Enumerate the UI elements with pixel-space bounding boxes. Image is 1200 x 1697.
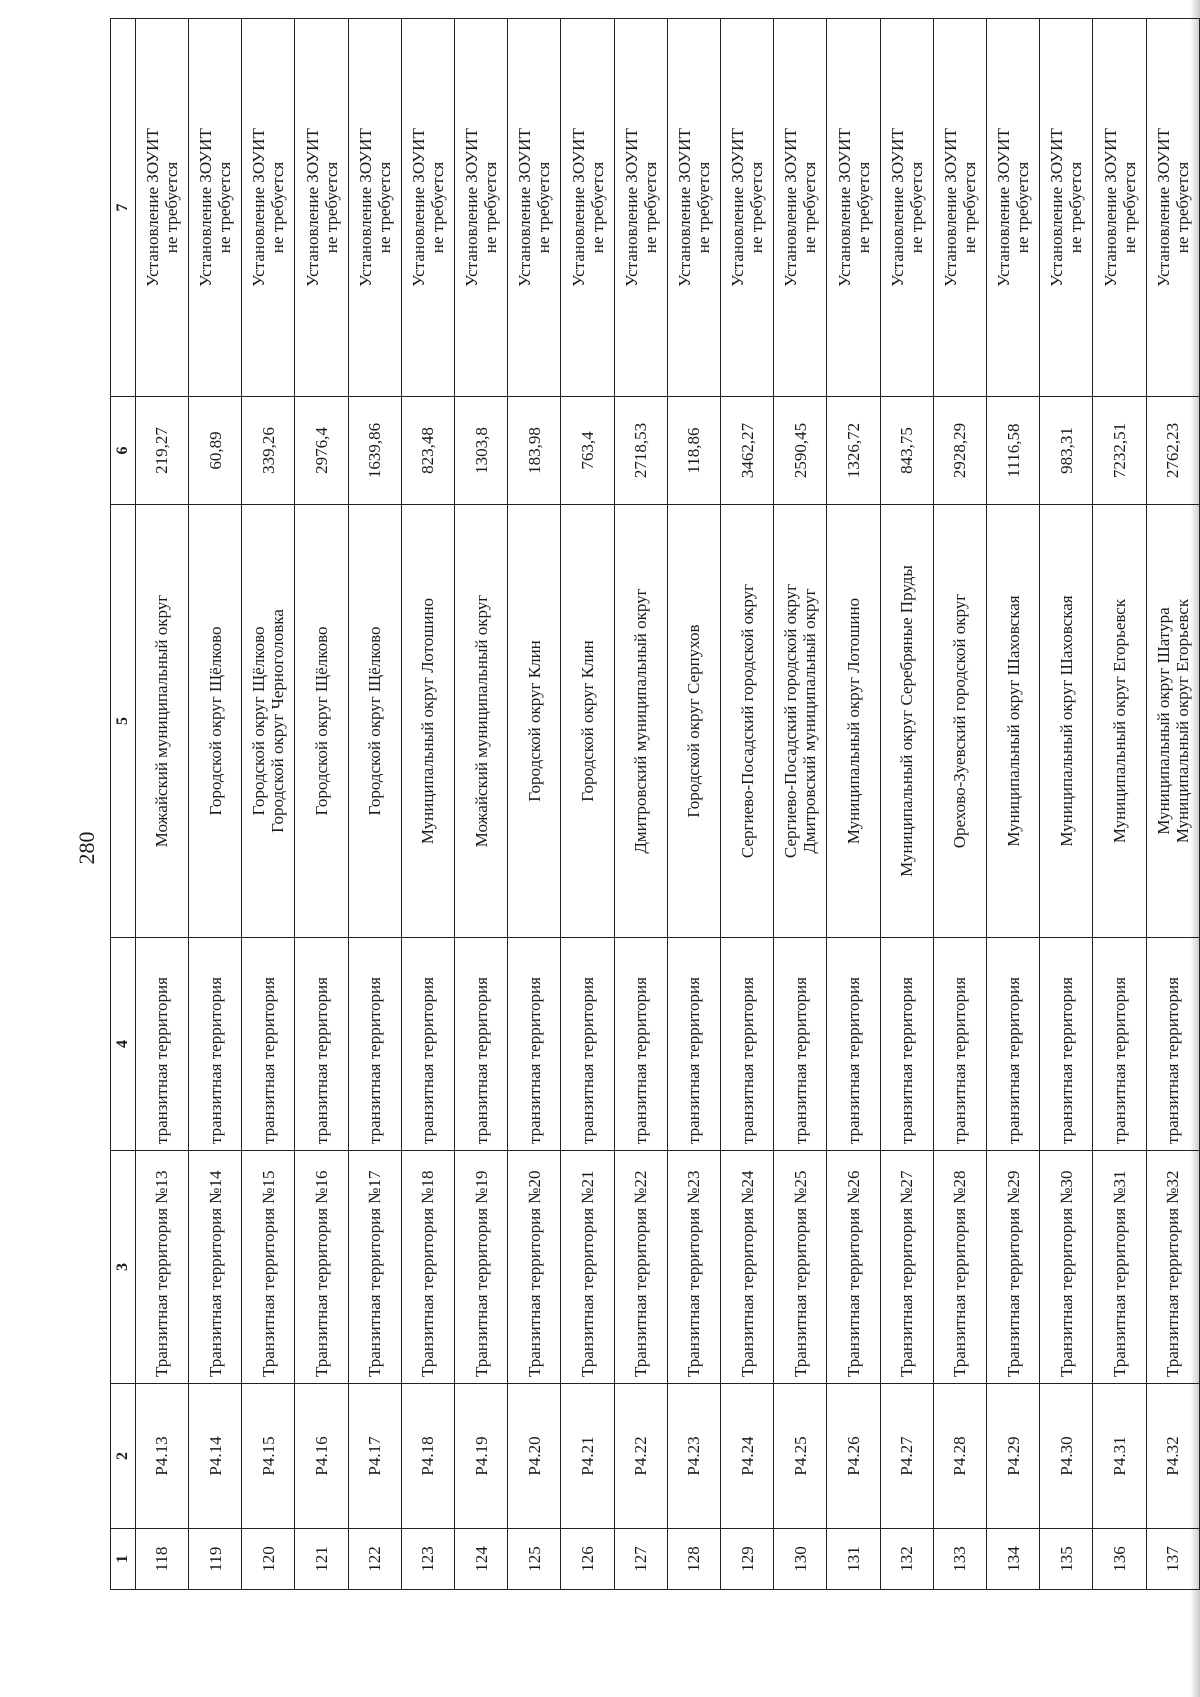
object-name: Транзитная территория №15 xyxy=(242,1151,295,1384)
area-value: 1116,58 xyxy=(987,397,1040,505)
row-number: 134 xyxy=(987,1529,1040,1590)
object-name: Транзитная территория №13 xyxy=(135,1151,188,1384)
object-name: Транзитная территория №19 xyxy=(455,1151,508,1384)
table-row xyxy=(508,19,561,1590)
zouit-status: Установление ЗОУИТ не требуется xyxy=(348,19,401,397)
zouit-status: Установление ЗОУИТ не требуется xyxy=(721,19,774,397)
row-number: 126 xyxy=(561,1529,614,1590)
municipality: Муниципальный округ Лотошино xyxy=(401,505,454,938)
object-type: транзитная территория xyxy=(1093,938,1146,1151)
municipality: Городской округ Щёлково xyxy=(189,505,242,938)
object-name: Транзитная территория №32 xyxy=(1146,1151,1199,1384)
municipality: Муниципальный округ Егорьевск xyxy=(1093,505,1146,938)
object-type: транзитная территория xyxy=(348,938,401,1151)
object-type: транзитная территория xyxy=(508,938,561,1151)
column-header: 6 xyxy=(111,397,136,505)
object-code: Р4.13 xyxy=(135,1384,188,1529)
zouit-status: Установление ЗОУИТ не требуется xyxy=(1146,19,1199,397)
object-type: транзитная территория xyxy=(401,938,454,1151)
municipality: Дмитровский муниципальный округ xyxy=(614,505,667,938)
table-row xyxy=(774,19,827,1590)
municipality: Муниципальный округ Серебряные Пруды xyxy=(880,505,933,938)
table-row xyxy=(1040,19,1093,1590)
column-header: 4 xyxy=(111,938,136,1151)
table-row xyxy=(455,19,508,1590)
object-type: транзитная территория xyxy=(827,938,880,1151)
area-value: 763,4 xyxy=(561,397,614,505)
object-code: Р4.16 xyxy=(295,1384,348,1529)
object-type: транзитная территория xyxy=(455,938,508,1151)
zouit-status: Установление ЗОУИТ не требуется xyxy=(401,19,454,397)
table-row xyxy=(667,19,720,1590)
object-code: Р4.25 xyxy=(774,1384,827,1529)
zouit-status: Установление ЗОУИТ не требуется xyxy=(1093,19,1146,397)
municipality: Муниципальный округ Шаховская xyxy=(1040,505,1093,938)
area-value: 7232,51 xyxy=(1093,397,1146,505)
area-value: 3462,27 xyxy=(721,397,774,505)
municipality: Городской округ Серпухов xyxy=(667,505,720,938)
zouit-status: Установление ЗОУИТ не требуется xyxy=(933,19,986,397)
table-row xyxy=(987,19,1040,1590)
table-row xyxy=(933,19,986,1590)
object-code: Р4.15 xyxy=(242,1384,295,1529)
municipality: Муниципальный округ Шатура Муниципальный округ Егорьевск xyxy=(1146,505,1199,938)
object-type: транзитная территория xyxy=(933,938,986,1151)
transit-territories-table xyxy=(110,18,1200,1590)
zouit-status: Установление ЗОУИТ не требуется xyxy=(987,19,1040,397)
object-type: транзитная территория xyxy=(721,938,774,1151)
object-type: транзитная территория xyxy=(561,938,614,1151)
area-value: 2762,23 xyxy=(1146,397,1199,505)
object-code: Р4.17 xyxy=(348,1384,401,1529)
row-number: 123 xyxy=(401,1529,454,1590)
municipality: Городской округ Щёлково Городской округ Черноголовка xyxy=(242,505,295,938)
object-type: транзитная территория xyxy=(1146,938,1199,1151)
object-type: транзитная территория xyxy=(242,938,295,1151)
zouit-status: Установление ЗОУИТ не требуется xyxy=(455,19,508,397)
table-row xyxy=(135,19,188,1590)
area-value: 2590,45 xyxy=(774,397,827,505)
object-name: Транзитная территория №25 xyxy=(774,1151,827,1384)
column-header: 2 xyxy=(111,1384,136,1529)
object-code: Р4.14 xyxy=(189,1384,242,1529)
zouit-status: Установление ЗОУИТ не требуется xyxy=(561,19,614,397)
object-code: Р4.18 xyxy=(401,1384,454,1529)
area-value: 983,31 xyxy=(1040,397,1093,505)
object-type: транзитная территория xyxy=(987,938,1040,1151)
municipality: Городской округ Клин xyxy=(561,505,614,938)
area-value: 843,75 xyxy=(880,397,933,505)
object-name: Транзитная территория №23 xyxy=(667,1151,720,1384)
zouit-status: Установление ЗОУИТ не требуется xyxy=(242,19,295,397)
row-number: 132 xyxy=(880,1529,933,1590)
municipality: Сергиево-Посадский городской округ xyxy=(721,505,774,938)
table-row xyxy=(242,19,295,1590)
table-row xyxy=(827,19,880,1590)
row-number: 135 xyxy=(1040,1529,1093,1590)
municipality: Городской округ Клин xyxy=(508,505,561,938)
column-header: 7 xyxy=(111,19,136,397)
row-number: 136 xyxy=(1093,1529,1146,1590)
column-header: 5 xyxy=(111,505,136,938)
municipality: Городской округ Щёлково xyxy=(295,505,348,938)
area-value: 183,98 xyxy=(508,397,561,505)
row-number: 125 xyxy=(508,1529,561,1590)
object-name: Транзитная территория №28 xyxy=(933,1151,986,1384)
table-row xyxy=(189,19,242,1590)
object-name: Транзитная территория №20 xyxy=(508,1151,561,1384)
area-value: 1639,86 xyxy=(348,397,401,505)
area-value: 1303,8 xyxy=(455,397,508,505)
area-value: 2928,29 xyxy=(933,397,986,505)
municipality: Муниципальный округ Лотошино xyxy=(827,505,880,938)
municipality: Можайский муниципальный округ xyxy=(455,505,508,938)
area-value: 823,48 xyxy=(401,397,454,505)
object-code: Р4.30 xyxy=(1040,1384,1093,1529)
municipality: Городской округ Щёлково xyxy=(348,505,401,938)
table-row xyxy=(561,19,614,1590)
row-number: 129 xyxy=(721,1529,774,1590)
area-value: 118,86 xyxy=(667,397,720,505)
object-code: Р4.23 xyxy=(667,1384,720,1529)
row-number: 121 xyxy=(295,1529,348,1590)
area-value: 1326,72 xyxy=(827,397,880,505)
object-type: транзитная территория xyxy=(614,938,667,1151)
page-number: 280 xyxy=(74,831,99,865)
row-number: 137 xyxy=(1146,1529,1199,1590)
zouit-status: Установление ЗОУИТ не требуется xyxy=(135,19,188,397)
row-number: 119 xyxy=(189,1529,242,1590)
object-code: Р4.28 xyxy=(933,1384,986,1529)
object-code: Р4.20 xyxy=(508,1384,561,1529)
area-value: 339,26 xyxy=(242,397,295,505)
table-container xyxy=(110,110,1200,1590)
object-name: Транзитная территория №31 xyxy=(1093,1151,1146,1384)
object-name: Транзитная территория №27 xyxy=(880,1151,933,1384)
object-code: Р4.32 xyxy=(1146,1384,1199,1529)
table-row xyxy=(295,19,348,1590)
object-name: Транзитная территория №16 xyxy=(295,1151,348,1384)
row-number: 120 xyxy=(242,1529,295,1590)
object-code: Р4.27 xyxy=(880,1384,933,1529)
table-row xyxy=(1146,19,1199,1590)
object-type: транзитная территория xyxy=(295,938,348,1151)
row-number: 131 xyxy=(827,1529,880,1590)
municipality: Муниципальный округ Шаховская xyxy=(987,505,1040,938)
table-header-row xyxy=(111,19,136,1590)
zouit-status: Установление ЗОУИТ не требуется xyxy=(774,19,827,397)
row-number: 133 xyxy=(933,1529,986,1590)
table-row xyxy=(880,19,933,1590)
object-code: Р4.21 xyxy=(561,1384,614,1529)
zouit-status: Установление ЗОУИТ не требуется xyxy=(880,19,933,397)
object-type: транзитная территория xyxy=(667,938,720,1151)
table-body xyxy=(111,19,1200,1590)
area-value: 2718,53 xyxy=(614,397,667,505)
column-header: 3 xyxy=(111,1151,136,1384)
municipality: Можайский муниципальный округ xyxy=(135,505,188,938)
object-name: Транзитная территория №22 xyxy=(614,1151,667,1384)
row-number: 124 xyxy=(455,1529,508,1590)
object-type: транзитная территория xyxy=(135,938,188,1151)
object-name: Транзитная территория №21 xyxy=(561,1151,614,1384)
object-code: Р4.26 xyxy=(827,1384,880,1529)
row-number: 118 xyxy=(135,1529,188,1590)
object-name: Транзитная территория №14 xyxy=(189,1151,242,1384)
object-code: Р4.29 xyxy=(987,1384,1040,1529)
table-row xyxy=(614,19,667,1590)
area-value: 2976,4 xyxy=(295,397,348,505)
object-name: Транзитная территория №18 xyxy=(401,1151,454,1384)
row-number: 128 xyxy=(667,1529,720,1590)
zouit-status: Установление ЗОУИТ не требуется xyxy=(614,19,667,397)
object-type: транзитная территория xyxy=(1040,938,1093,1151)
object-name: Транзитная территория №26 xyxy=(827,1151,880,1384)
row-number: 130 xyxy=(774,1529,827,1590)
zouit-status: Установление ЗОУИТ не требуется xyxy=(508,19,561,397)
object-code: Р4.31 xyxy=(1093,1384,1146,1529)
object-code: Р4.22 xyxy=(614,1384,667,1529)
column-header: 1 xyxy=(111,1529,136,1590)
zouit-status: Установление ЗОУИТ не требуется xyxy=(827,19,880,397)
table-row xyxy=(401,19,454,1590)
object-name: Транзитная территория №17 xyxy=(348,1151,401,1384)
zouit-status: Установление ЗОУИТ не требуется xyxy=(189,19,242,397)
row-number: 122 xyxy=(348,1529,401,1590)
object-code: Р4.19 xyxy=(455,1384,508,1529)
row-number: 127 xyxy=(614,1529,667,1590)
object-name: Транзитная территория №24 xyxy=(721,1151,774,1384)
object-name: Транзитная территория №30 xyxy=(1040,1151,1093,1384)
object-type: транзитная территория xyxy=(774,938,827,1151)
municipality: Сергиево-Посадский городской округ Дмитровский муниципальный округ xyxy=(774,505,827,938)
object-name: Транзитная территория №29 xyxy=(987,1151,1040,1384)
table-row xyxy=(348,19,401,1590)
object-code: Р4.24 xyxy=(721,1384,774,1529)
area-value: 219,27 xyxy=(135,397,188,505)
zouit-status: Установление ЗОУИТ не требуется xyxy=(295,19,348,397)
area-value: 60,89 xyxy=(189,397,242,505)
object-type: транзитная территория xyxy=(189,938,242,1151)
table-row xyxy=(1093,19,1146,1590)
zouit-status: Установление ЗОУИТ не требуется xyxy=(1040,19,1093,397)
municipality: Орехово-Зуевский городской округ xyxy=(933,505,986,938)
zouit-status: Установление ЗОУИТ не требуется xyxy=(667,19,720,397)
table-row xyxy=(721,19,774,1590)
object-type: транзитная территория xyxy=(880,938,933,1151)
